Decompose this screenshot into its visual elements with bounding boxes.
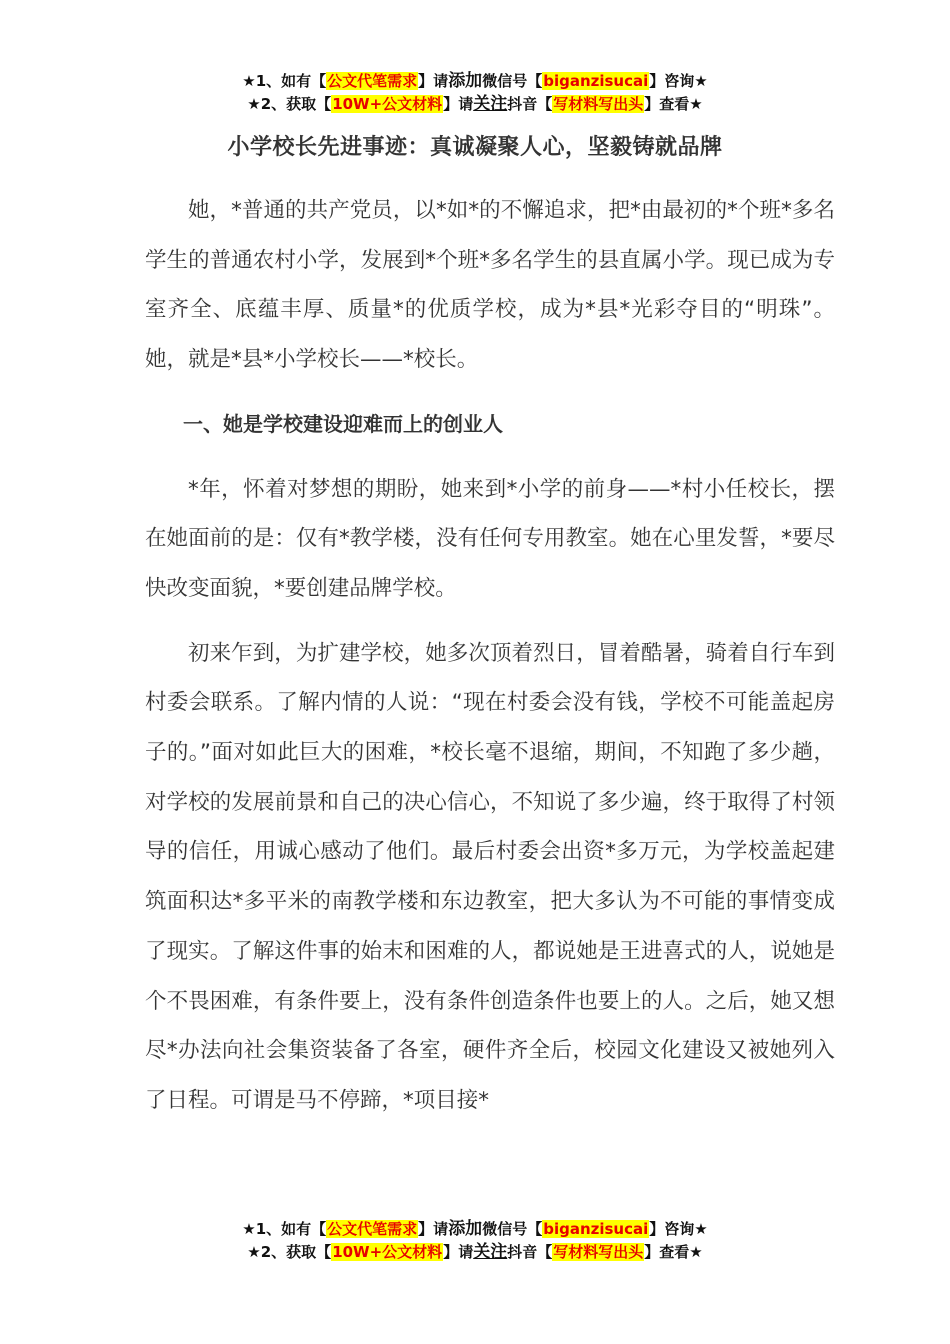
promo-text: ★2、获取【 [247,95,332,113]
promo-highlight: 公文代笔需求 [327,72,418,90]
promo-text: 抖音【 [507,95,553,113]
paragraph: *年，怀着对梦想的期盼，她来到*小学的前身——*村小任校长，摆在她面前的是：仅有*教学楼，没有任何专用教室。她在心里发誓，*要尽快改变面貌，*要创建品牌学校。 [145,476,835,601]
promo-text: 抖音【 [507,1243,553,1261]
promo-text: 】请 [418,72,449,90]
document-body [145,186,835,1126]
promo-text: 】请 [443,95,474,113]
promo-emphasis: 添加 [448,71,483,91]
paragraph: 初来乍到，为扩建学校，她多次顶着烈日，冒着酷暑，骑着自行车到村委会联系。了解内情的人说：“现在村委会没有钱，学校不可能盖起房子的。”面对如此巨大的困难，*校长毫不退缩，期间，不知跑了多少趟，对学校的发展前景和自己的决心信心，不知说了多少遍，终于取得了村领导的信任，用诚心感动了他们。最后村委会出资*多万元，为学校盖起建筑面积达*多平米的南教学楼和东边教室，把大多认为不可能的事情变成了现实。了解这件事的始末和困难的人，都说她是王进喜式的人，说她是个不畏困难，有条件要上，没有条件创造条件也要上的人。之后，她又想尽*办法向社会集资装备了各室，硬件齐全后，校园文化建设又被她列入了日程。可谓是马不停蹄，*项目接* [145,640,835,1113]
promo-text: 】查看★ [644,1243,703,1261]
promo-text: ★2、获取【 [247,1243,332,1261]
document-title: 小学校长先进事迹：真诚凝聚人心，坚毅铸就品牌 [227,135,723,160]
douyin-account-highlight: 写材料写出头 [553,95,644,113]
promo-text: ★1、如有【 [242,1220,327,1238]
promo-banner-top [0,70,950,116]
promo-emphasis: 关注 [473,1242,508,1262]
promo-text: 】请 [418,1220,449,1238]
promo-highlight: 10W+公文材料 [332,95,443,113]
promo-line-2 [0,1241,950,1264]
promo-highlight: 10W+公文材料 [332,1243,443,1261]
promo-text: 微信号【 [482,72,543,90]
promo-text: 】咨询★ [649,72,708,90]
promo-text: ★1、如有【 [242,72,327,90]
promo-line-2 [0,93,950,116]
wechat-id-highlight: biganzisucai [543,1220,649,1238]
douyin-account-highlight: 写材料写出头 [553,1243,644,1261]
promo-text: 微信号【 [482,1220,543,1238]
promo-text: 】请 [443,1243,474,1261]
promo-text: 】查看★ [644,95,703,113]
paragraph-intro: 她，*普通的共产党员，以*如*的不懈追求，把*由最初的*个班*多名学生的普通农村小学，发展到*个班*多名学生的县直属小学。现已成为专室齐全、底蕴丰厚、质量*的优质学校，成为*县*光彩夺目的“明珠”。她，就是*县*小学校长——*校长。 [145,198,835,373]
wechat-id-highlight: biganzisucai [543,72,649,90]
promo-emphasis: 添加 [448,1219,483,1239]
promo-text: 】咨询★ [649,1220,708,1238]
promo-emphasis: 关注 [473,94,508,114]
section-heading: 一、她是学校建设迎难而上的创业人 [183,411,503,436]
promo-line-1 [0,70,950,93]
promo-banner-bottom [0,1218,950,1264]
promo-line-1 [0,1218,950,1241]
promo-highlight: 公文代笔需求 [327,1220,418,1238]
